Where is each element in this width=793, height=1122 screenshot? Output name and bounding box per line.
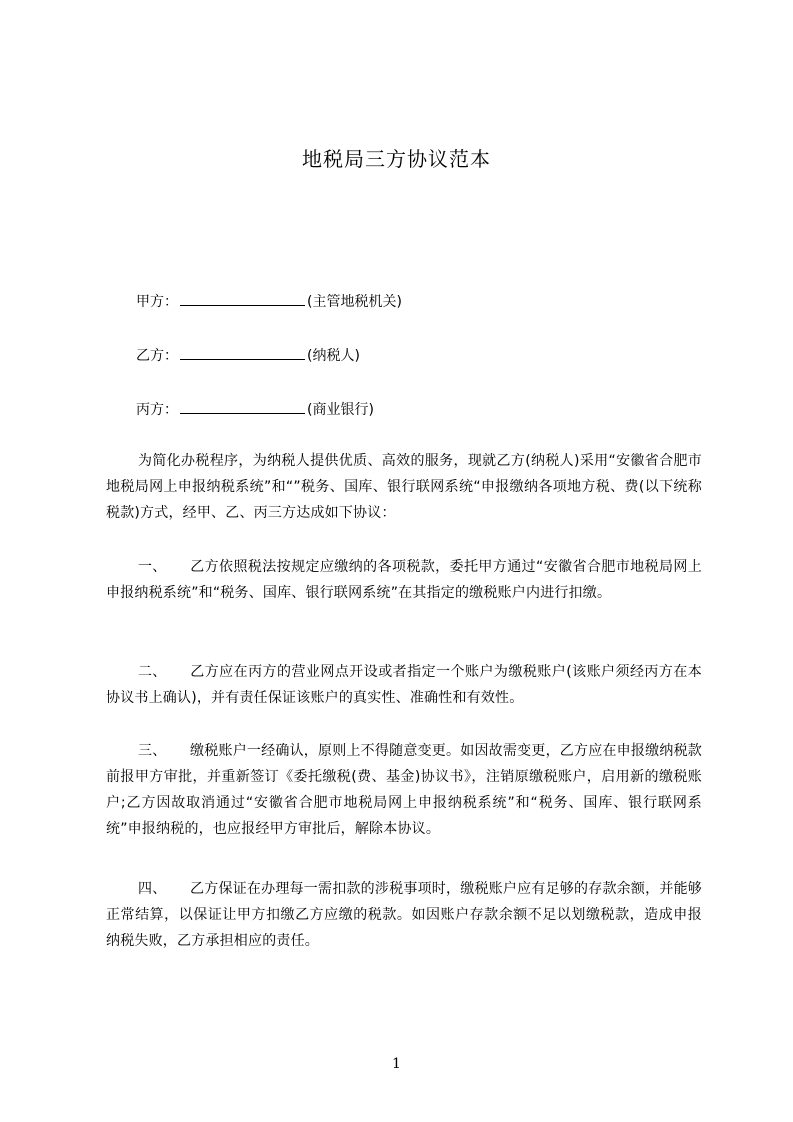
clause-1 [106, 554, 702, 606]
party-a-blank [180, 291, 305, 306]
clause-4-number: 四、 [138, 881, 167, 897]
party-b-label: 乙方： [136, 348, 178, 364]
party-b-role: (纳税人) [307, 348, 360, 364]
party-b-line [136, 345, 360, 366]
clause-3-number: 三、 [138, 743, 167, 759]
page-number: 1 [392, 1056, 401, 1072]
party-c-blank [180, 399, 305, 414]
party-b-blank [180, 345, 305, 360]
party-a-role: (主管地税机关) [307, 294, 402, 310]
clause-1-number: 一、 [138, 559, 167, 575]
party-a-line [136, 291, 402, 312]
clause-2-text: 乙方应在丙方的营业网点开设或者指定一个账户为缴税账户(该账户须经丙方在本协议书上确认)，并有责任保证该账户的真实性、准确性和有效性。 [106, 664, 702, 706]
clause-3-text: 缴税账户一经确认，原则上不得随意变更。如因故需变更，乙方应在申报缴纳税款前报甲方审批，并重新签订《委托缴税(费、基金)协议书》，注销原缴税账户，启用新的缴税账户;乙方因故取消通过“安徽省合肥市地税局网上申报纳税系统”和“税务、国库、银行联网系统”申报纳税的，也应报经甲方审批后，解除本协议。 [106, 743, 702, 837]
clause-3 [106, 738, 702, 842]
party-c-role: (商业银行) [307, 402, 374, 418]
clause-4-text: 乙方保证在办理每一需扣款的涉税事项时，缴税账户应有足够的存款余额，并能够正常结算，以保证让甲方扣缴乙方应缴的税款。如因账户存款余额不足以划缴税款，造成申报纳税失败，乙方承担相应的责任。 [106, 881, 702, 949]
clause-2-number: 二、 [138, 664, 167, 680]
clause-1-text: 乙方依照税法按规定应缴纳的各项税款，委托甲方通过“安徽省合肥市地税局网上申报纳税系统”和“税务、国库、银行联网系统”在其指定的缴税账户内进行扣缴。 [106, 559, 702, 601]
clause-2 [106, 659, 702, 711]
intro-paragraph: 为简化办税程序，为纳税人提供优质、高效的服务，现就乙方(纳税人)采用“安徽省合肥市地税局网上申报纳税系统”和“”税务、国库、银行联网系统“申报缴纳各项地方税、费(以下统称税款)方式，经甲、乙、丙三方达成如下协议： [106, 453, 702, 521]
party-c-label: 丙方： [136, 402, 178, 418]
document-title: 地税局三方协议范本 [302, 147, 491, 171]
party-c-line [136, 399, 374, 420]
clause-4 [106, 876, 702, 954]
party-a-label: 甲方： [136, 294, 178, 310]
